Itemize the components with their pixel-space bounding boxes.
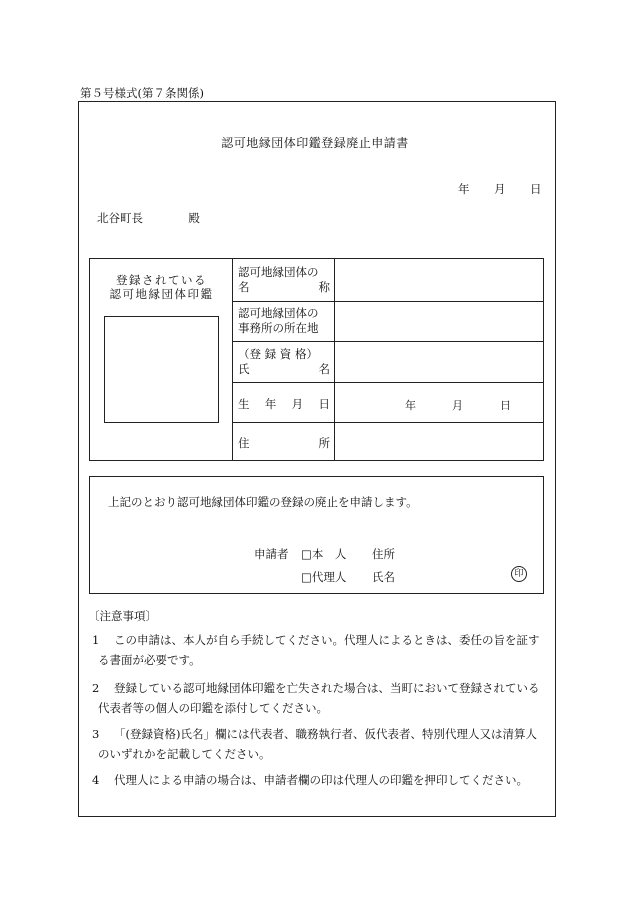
registered-seal-label: 登録されている 認可地縁団体印鑑: [109, 273, 214, 301]
birth-month-label: 月: [452, 399, 463, 412]
applicant-address-label: 住所: [372, 547, 395, 561]
date-month-label: 月: [494, 182, 506, 196]
applicant-proxy-checkbox[interactable]: □代理人: [301, 570, 347, 584]
addressee-name: 北谷町長: [97, 211, 143, 225]
addressee-honorific: 殿: [188, 211, 200, 225]
applicant-name-label: 氏名: [372, 570, 395, 584]
table-divider: [232, 259, 233, 460]
address-field[interactable]: [336, 423, 542, 459]
cautions-heading: 〔注意事項〕: [88, 609, 157, 623]
date-day-label: 日: [530, 182, 542, 196]
representative-name-field[interactable]: [336, 342, 542, 381]
org-name-field[interactable]: [336, 260, 542, 300]
table-divider: [334, 259, 335, 460]
office-address-label: 認可地縁団体の 事務所の所在地: [238, 306, 319, 335]
caution-item: 4 代理人による申請の場合は、申請者欄の印は代理人の印鑑を押印してください。: [92, 773, 528, 787]
application-box: [89, 476, 544, 594]
birth-date-label: 生 年 月 日: [238, 397, 330, 411]
applicant-label: 申請者: [254, 547, 289, 561]
birth-day-label: 日: [500, 399, 511, 412]
caution-item: 3 「(登録資格)氏名」欄には代表者、職務執行者、仮代表者、特別代理人又は清算人 のいずれかを記載してください。: [92, 727, 537, 761]
form-number: 第５号様式(第７条関係): [80, 86, 204, 100]
org-name-label: 認可地縁団体の 名 称: [238, 265, 330, 294]
caution-item: 1 この申請は、本人が自ら手続してください。代理人によるときは、委任の旨を証す る書面が必要です。: [92, 633, 540, 667]
office-address-field[interactable]: [336, 302, 542, 340]
addressee: [97, 210, 200, 226]
birth-year-label: 年: [405, 399, 416, 412]
representative-name-label: （登 録 資 格） 氏 名: [238, 347, 330, 376]
date-year-label: 年: [458, 182, 470, 196]
application-statement: 上記のとおり認可地縁団体印鑑の登録の廃止を申請します。: [108, 495, 418, 509]
row-divider: [232, 382, 543, 383]
form-title: 認可地縁団体印鑑登録廃止申請書: [221, 136, 409, 150]
caution-item: 2 登録している認可地縁団体印鑑を亡失された場合は、当町において登録されている 代表者等の個人の印鑑を添付してください。: [92, 681, 540, 715]
applicant-self-checkbox[interactable]: □本 人: [301, 547, 347, 561]
address-label: 住 所: [238, 436, 330, 450]
seal-impression-box[interactable]: [104, 316, 219, 423]
seal-mark: 印: [511, 566, 527, 582]
registration-table: [89, 258, 544, 461]
